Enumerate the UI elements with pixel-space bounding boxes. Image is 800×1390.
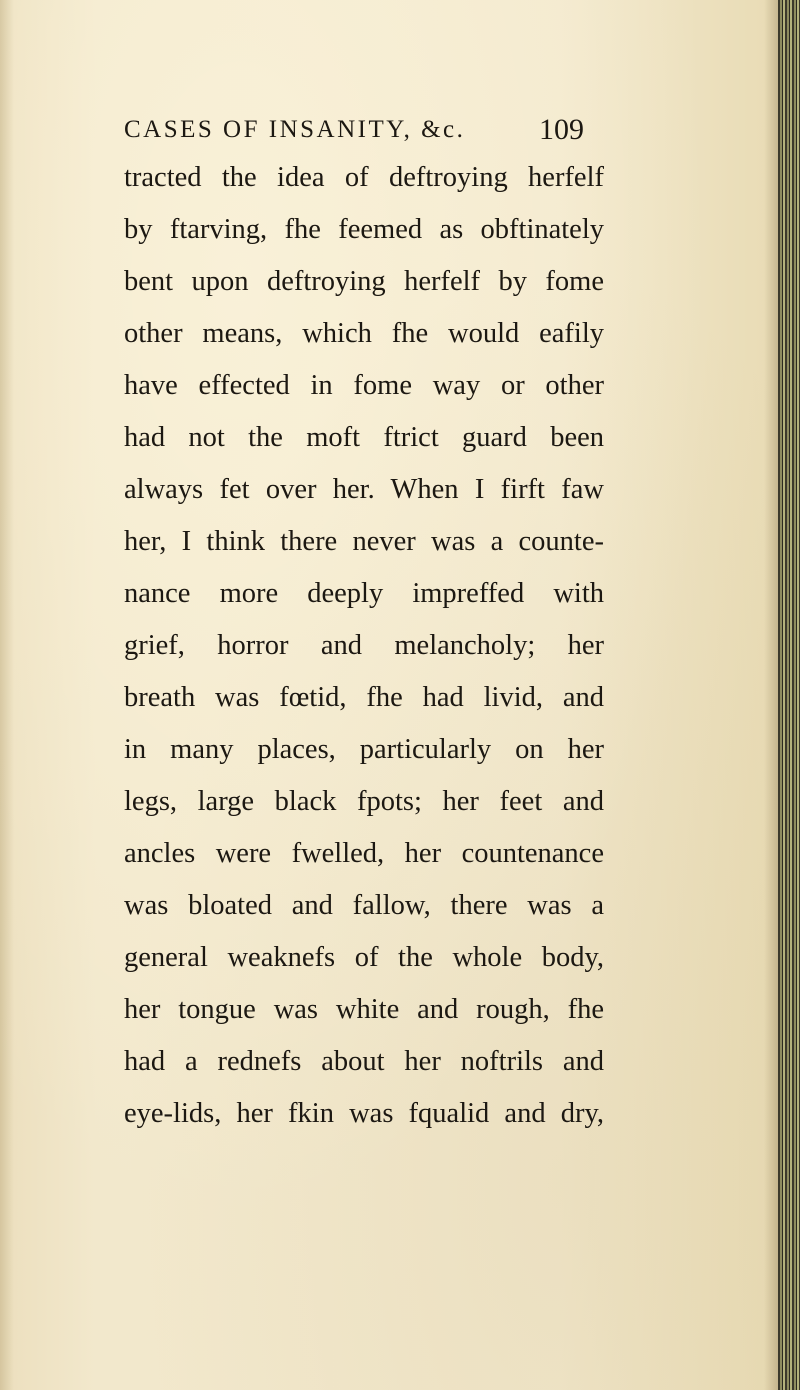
- text-line: legs, large black fpots; her feet and: [124, 786, 604, 817]
- text-line: grief, horror and melancholy; her: [124, 630, 604, 661]
- text-line: by ftarving, fhe feemed as obftinately: [124, 214, 604, 245]
- page-left-edge: [0, 0, 14, 1390]
- running-head: CASES OF INSANITY, &c.: [124, 116, 466, 143]
- text-line: in many places, particularly on her: [124, 734, 604, 765]
- text-line: always fet over her. When I firft faw: [124, 474, 604, 505]
- body-text: [124, 152, 604, 1140]
- text-line: breath was fœtid, fhe had livid, and: [124, 682, 604, 713]
- text-line: had a rednefs about her noftrils and: [124, 1046, 604, 1077]
- text-line: eye-lids, her fkin was fqualid and dry,: [124, 1098, 604, 1129]
- text-line: was bloated and fallow, there was a: [124, 890, 604, 921]
- page-header: [124, 110, 624, 150]
- text-line: tracted the idea of deftroying herfelf: [124, 162, 604, 193]
- text-line: her, I think there never was a counte-: [124, 526, 604, 557]
- book-binding: [778, 0, 800, 1390]
- text-line: her tongue was white and rough, fhe: [124, 994, 604, 1025]
- text-line: have effected in fome way or other: [124, 370, 604, 401]
- text-line: ancles were fwelled, her countenance: [124, 838, 604, 869]
- page-number: 109: [539, 113, 584, 146]
- text-line: had not the moft ftrict guard been: [124, 422, 604, 453]
- text-line: nance more deeply impreffed with: [124, 578, 604, 609]
- text-line: other means, which fhe would eafily: [124, 318, 604, 349]
- text-line: general weaknefs of the whole body,: [124, 942, 604, 973]
- text-line: bent upon deftroying herfelf by fome: [124, 266, 604, 297]
